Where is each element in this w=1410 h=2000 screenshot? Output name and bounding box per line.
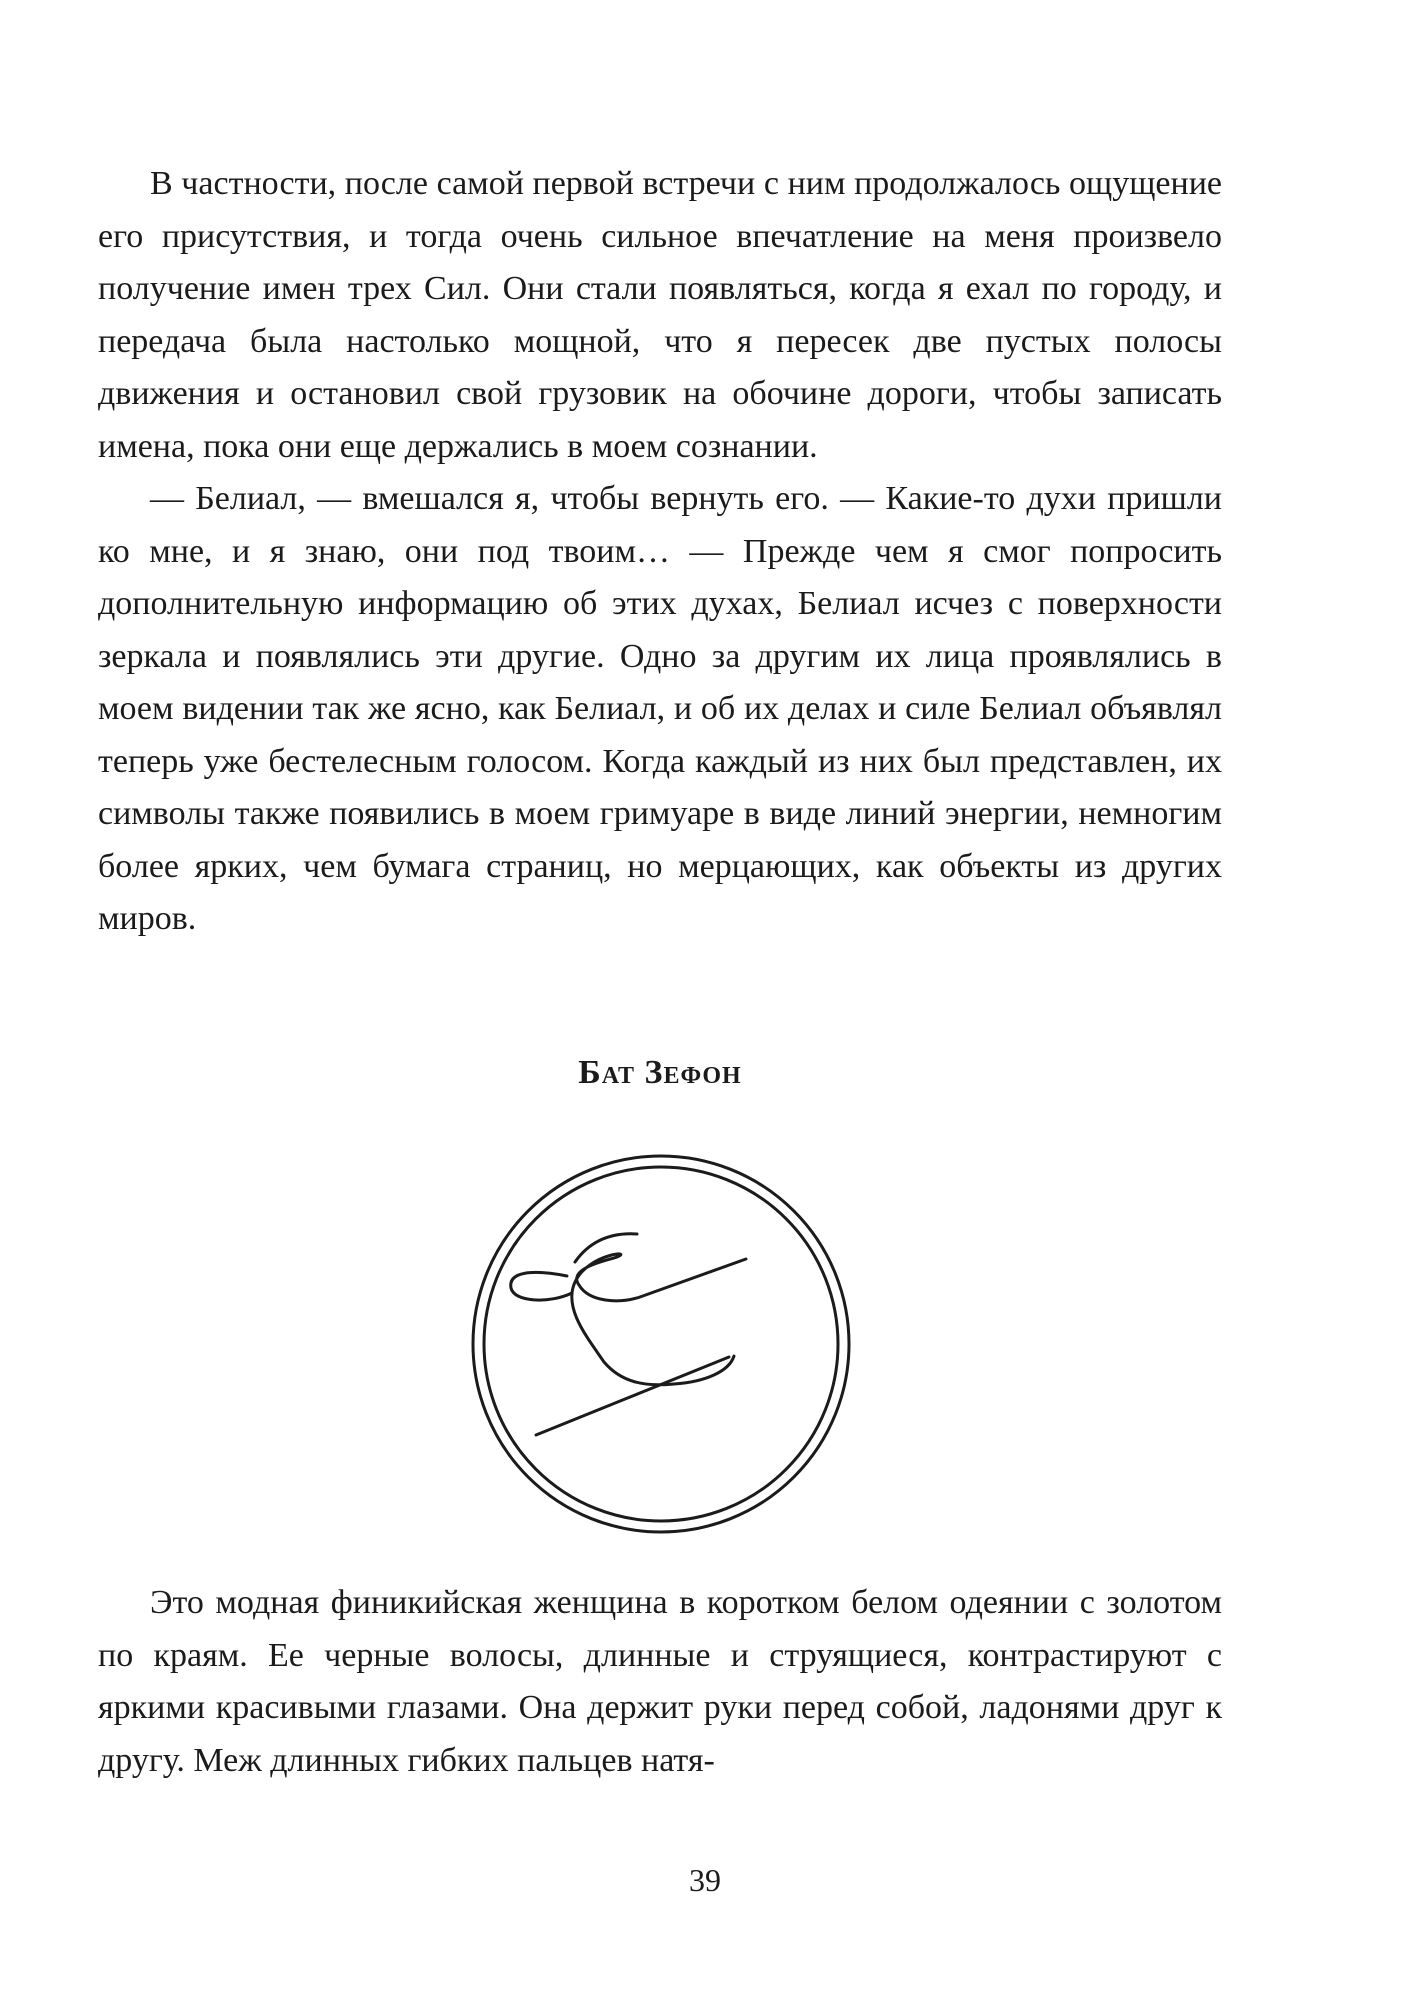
- sigil-figure: [469, 1152, 853, 1536]
- text-block-bottom: [98, 1577, 1222, 1787]
- paragraph-belial: — Белиал, — вмешался я, чтобы вернуть его. — Какие-то духи пришли ко мне, и я знаю, они под твоим… — Прежде чем я смог попросить дополнительную информацию об этих духах, Белиал исчез с поверхности зеркала и появлялись эти другие. Одно за другим их лица проявлялись в моем видении так же ясно, как Белиал, и об их делах и силе Белиал объявлял теперь уже бестелесным голосом. Когда каждый из них был представлен, их символы также появились в моем гримуаре в виде линий энергии, немногим более ярких, чем бумага страниц, но мерцающих, как объекты из других миров.: [98, 480, 1222, 937]
- section-title: Бат Зефон: [578, 1054, 742, 1091]
- page-number: 39: [689, 1862, 721, 1898]
- paragraph-presence: В частности, после самой первой встречи с ним продолжалось ощущение его присутствия, и тогда очень сильное впечатление на меня произвело получение имен трех Сил. Они стали появляться, когда я ехал по городу, и передача была настолько мощной, что я пересек две пустых полосы движения и остановил свой грузовик на обочине дороги, чтобы записать имена, пока они еще держались в моем сознании.: [98, 165, 1222, 465]
- text-block-top: [98, 158, 1222, 946]
- sigil-bat-zefon-icon: [469, 1152, 853, 1536]
- paragraph-description: Это модная финикийская женщина в коротком белом одеянии с золотом по краям. Ее черные волосы, длинные и струящиеся, контрастируют с яркими красивыми глазами. Она держит руки перед собой, ладонями друг к другу. Меж длинных гибких пальцев натя-: [98, 1584, 1222, 1779]
